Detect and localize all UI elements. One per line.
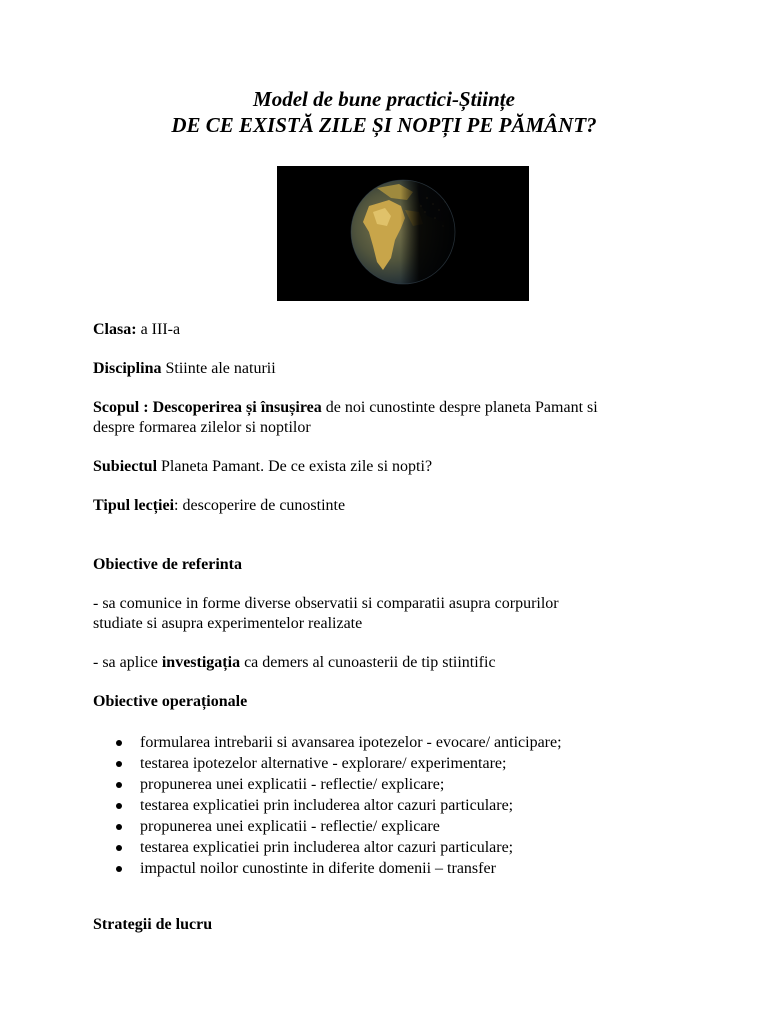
bullet-icon xyxy=(116,782,122,788)
obiectiv-referinta-2-bold: investigația xyxy=(161,654,241,671)
field-tipul xyxy=(93,496,345,516)
title-line-2: DE CE EXISTĂ ZILE ȘI NOPȚI PE PĂMÂNT? xyxy=(171,113,597,137)
tipul-label: Tipul lecției xyxy=(93,497,175,514)
scopul-label: Scopul : xyxy=(93,399,149,416)
title-line-1: Model de bune practici-Științe xyxy=(253,87,515,111)
clasa-value: a III-a xyxy=(136,321,181,338)
obiective-operationale-heading: Obiective operaționale xyxy=(93,693,248,710)
obiectiv-referinta-1 xyxy=(93,594,693,634)
disciplina-label: Disciplina xyxy=(93,360,162,377)
subiectul-label: Subiectul xyxy=(93,458,158,475)
obiective-operationale-list xyxy=(93,732,562,879)
bullet-icon xyxy=(116,866,122,872)
bullet-icon xyxy=(116,824,122,830)
obiective-referinta-heading: Obiective de referinta xyxy=(93,556,242,573)
bullet-icon xyxy=(116,761,122,767)
field-clasa xyxy=(93,320,180,340)
disciplina-value: Stiinte ale naturii xyxy=(161,360,276,377)
document-title xyxy=(0,86,768,138)
list-item: formularea intrebarii si avansarea ipotezelor - evocare/ anticipare; xyxy=(93,732,562,753)
list-item: impactul noilor cunostinte in diferite domenii – transfer xyxy=(93,858,562,879)
scopul-bold: Descoperirea și însușirea xyxy=(148,399,322,416)
field-subiectul xyxy=(93,457,432,477)
tipul-value: : descoperire de cunostinte xyxy=(174,497,346,514)
obiectiv-referinta-2 xyxy=(93,653,496,673)
obiectiv-referinta-2-post: ca demers al cunoasterii de tip stiintific xyxy=(240,654,496,671)
earth-globe-icon xyxy=(277,166,529,301)
list-item: propunerea unei explicatii - reflectie/ explicare; xyxy=(93,774,562,795)
list-item: propunerea unei explicatii - reflectie/ explicare xyxy=(93,816,562,837)
scopul-line1: de noi cunostinte despre planeta Pamant si xyxy=(321,399,598,416)
earth-image xyxy=(277,166,529,301)
bullet-icon xyxy=(116,845,122,851)
strategii-heading: Strategii de lucru xyxy=(93,916,213,933)
scopul-line2: despre formarea zilelor si noptilor xyxy=(93,419,311,436)
field-scopul xyxy=(93,398,693,438)
obiectiv-referinta-2-pre: - sa aplice xyxy=(93,654,162,671)
obiectiv-referinta-1-line2: studiate si asupra experimentelor realizate xyxy=(93,615,363,632)
bullet-icon xyxy=(116,803,122,809)
obiectiv-referinta-1-line1: - sa comunice in forme diverse observatii si comparatii asupra corpurilor xyxy=(93,595,559,612)
clasa-label: Clasa: xyxy=(93,321,137,338)
bullet-icon xyxy=(116,740,122,746)
field-disciplina xyxy=(93,359,276,379)
subiectul-value: Planeta Pamant. De ce exista zile si nopti? xyxy=(157,458,433,475)
list-item: testarea explicatiei prin includerea altor cazuri particulare; xyxy=(93,837,562,858)
list-item: testarea explicatiei prin includerea altor cazuri particulare; xyxy=(93,795,562,816)
list-item: testarea ipotezelor alternative - explorare/ experimentare; xyxy=(93,753,562,774)
